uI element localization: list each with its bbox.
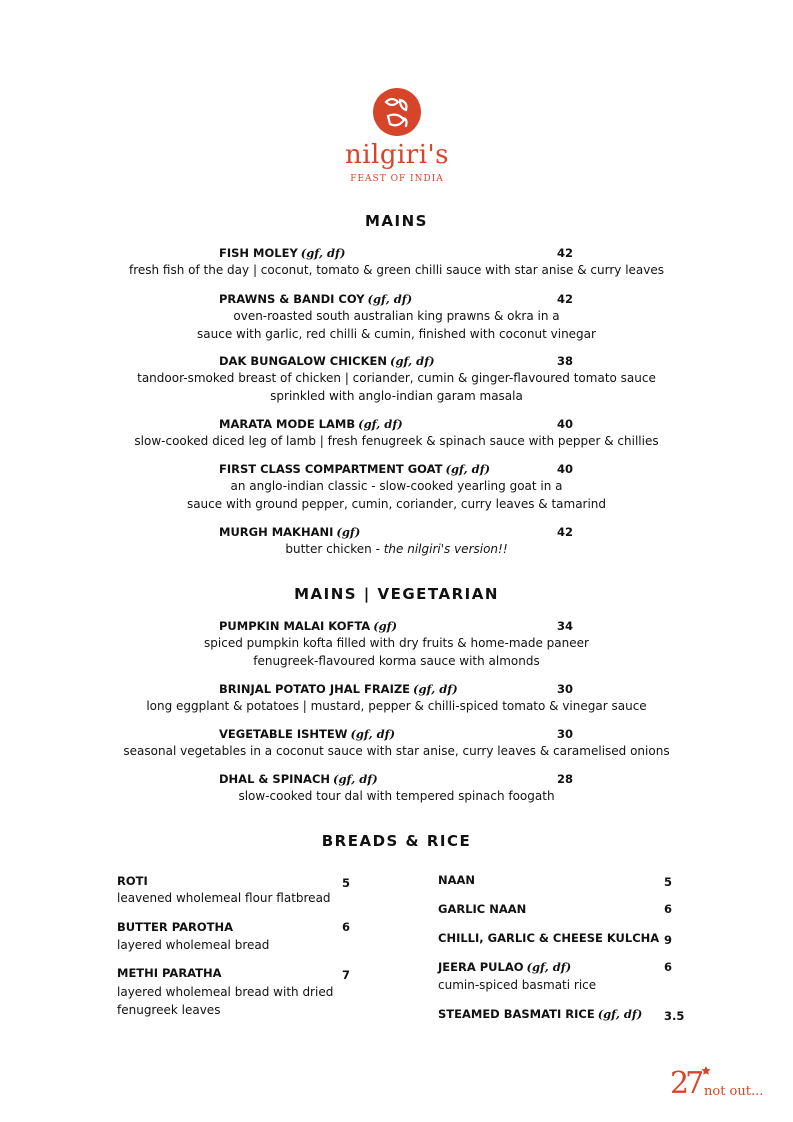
item-description: fresh fish of the day | coconut, tomato & green chilli sauce with star anise & curry leaves (128, 263, 665, 277)
logo-emblem-icon (342, 86, 452, 142)
bread-item-name: CHILLI, GARLIC & CHEESE KULCHA (438, 931, 660, 945)
item-name: VEGETABLE ISHTEW (gf, df) (219, 727, 396, 741)
item-name: FISH MOLEY (gf, df) (219, 246, 346, 260)
item-description: slow-cooked tour dal with tempered spinach foogath (238, 789, 555, 803)
item-price: 34 (557, 619, 574, 633)
section-title-breads: BREADS & RICE (321, 832, 472, 850)
logo-tagline: FEAST OF INDIA (350, 174, 444, 184)
item-description: seasonal vegetables in a coconut sauce with star anise, curry leaves & caramelised onions (123, 744, 670, 758)
item-name: BRINJAL POTATO JHAL FRAIZE (gf, df) (219, 682, 458, 696)
not-out-stamp (670, 1062, 780, 1106)
bread-item-name: BUTTER PAROTHA (117, 920, 234, 934)
item-name: DHAL & SPINACH (gf, df) (219, 772, 378, 786)
item-price: 30 (557, 682, 574, 696)
item-price: 42 (557, 246, 574, 260)
bread-item-price: 5 (664, 875, 673, 889)
bread-item-description: layered wholemeal bread (117, 938, 270, 952)
item-name: PRAWNS & BANDI COY (gf, df) (219, 292, 413, 306)
bread-item-description: fenugreek leaves (117, 1003, 221, 1017)
section-title-vegetarian: MAINS | VEGETARIAN (294, 585, 499, 603)
item-name: FIRST CLASS COMPARTMENT GOAT (gf, df) (219, 462, 491, 476)
item-description: sprinkled with anglo-indian garam masala (270, 389, 523, 403)
item-description: sauce with garlic, red chilli & cumin, finished with coconut vinegar (197, 327, 596, 341)
item-description: butter chicken - the nilgiri's version!! (285, 542, 508, 556)
restaurant-logo (342, 86, 452, 186)
item-price: 30 (557, 727, 574, 741)
bread-item-price: 6 (664, 960, 673, 974)
stamp-number: 27 (670, 1066, 701, 1101)
item-name: MARATA MODE LAMB (gf, df) (219, 417, 403, 431)
bread-item-price: 6 (342, 920, 351, 934)
bread-item-name: METHI PARATHA (117, 966, 222, 980)
bread-item-name: STEAMED BASMATI RICE (gf, df) (438, 1007, 643, 1021)
stamp-text: not out... (704, 1084, 764, 1099)
item-description: fenugreek-flavoured korma sauce with almonds (253, 654, 540, 668)
bread-item-price: 3.5 (664, 1009, 685, 1023)
item-price: 38 (557, 354, 574, 368)
bread-item-price: 9 (664, 933, 673, 947)
bread-item-name: NAAN (438, 873, 476, 887)
item-description: long eggplant & potatoes | mustard, pepper & chilli-spiced tomato & vinegar sauce (146, 699, 647, 713)
bread-item-name: JEERA PULAO (gf, df) (438, 960, 572, 974)
item-price: 42 (557, 292, 574, 306)
bread-item-name: ROTI (117, 874, 148, 888)
item-name: DAK BUNGALOW CHICKEN (gf, df) (219, 354, 435, 368)
item-price: 42 (557, 525, 574, 539)
logo-wordmark: nilgiri's (344, 140, 450, 170)
item-description: an anglo-indian classic - slow-cooked yearling goat in a (230, 479, 563, 493)
item-price: 40 (557, 462, 574, 476)
item-description: tandoor-smoked breast of chicken | coriander, cumin & ginger-flavoured tomato sauce (137, 371, 656, 385)
bread-item-name: GARLIC NAAN (438, 902, 527, 916)
section-title-mains: MAINS (365, 212, 428, 230)
bread-item-price: 6 (664, 902, 673, 916)
item-price: 28 (557, 772, 574, 786)
item-name: PUMPKIN MALAI KOFTA (gf) (219, 619, 398, 633)
item-description: sauce with ground pepper, cumin, coriander, curry leaves & tamarind (186, 497, 607, 511)
item-description: oven-roasted south australian king prawns & okra in a (233, 309, 560, 323)
item-description: slow-cooked diced leg of lamb | fresh fenugreek & spinach sauce with pepper & chillies (134, 434, 659, 448)
item-name: MURGH MAKHANI (gf) (219, 525, 361, 539)
bread-item-price: 5 (342, 876, 351, 890)
item-description: spiced pumpkin kofta filled with dry fruits & home-made paneer (204, 636, 589, 650)
bread-item-description: cumin-spiced basmati rice (438, 978, 597, 992)
bread-item-description: leavened wholemeal flour flatbread (117, 891, 331, 905)
bread-item-description: layered wholemeal bread with dried (117, 985, 334, 999)
item-price: 40 (557, 417, 574, 431)
bread-item-price: 7 (342, 968, 351, 982)
